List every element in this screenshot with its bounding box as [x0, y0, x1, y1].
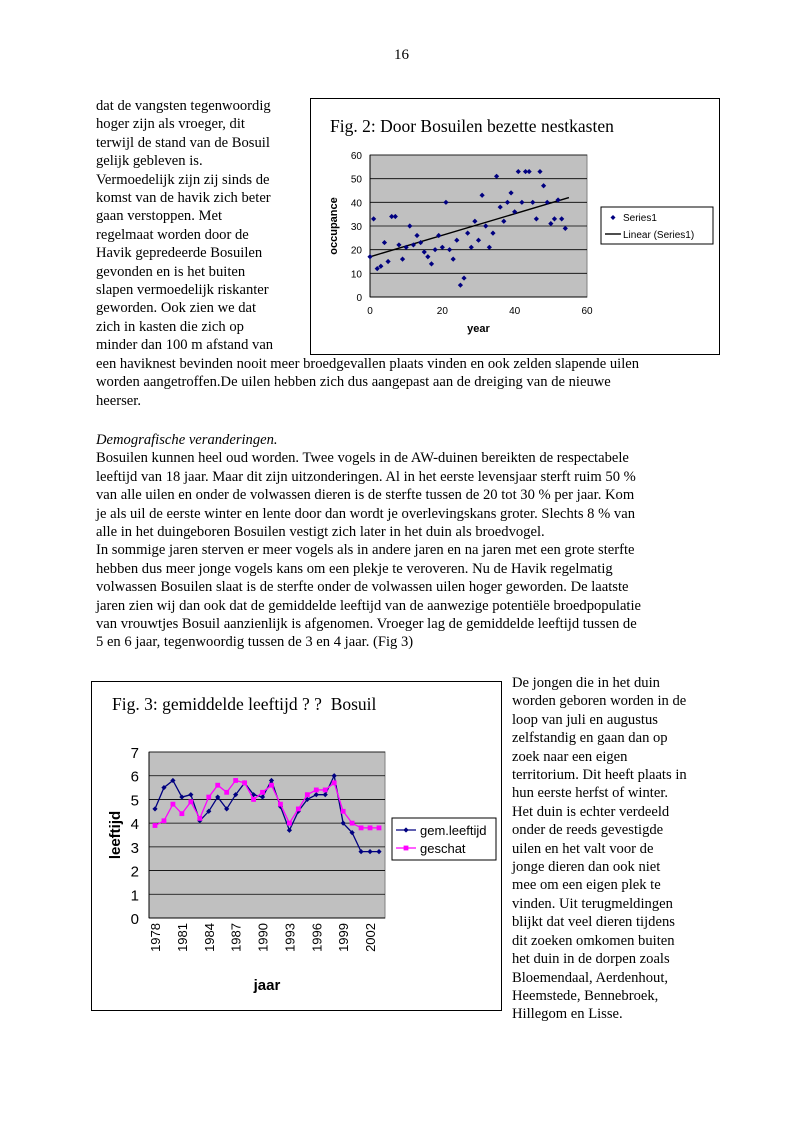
data-point [314, 788, 319, 793]
legend-label: geschat [420, 841, 466, 856]
y-tick-label: 0 [356, 293, 362, 304]
data-point [359, 825, 364, 830]
x-tick-label: 40 [509, 306, 521, 317]
figure-2 [310, 98, 720, 355]
y-tick-label: 20 [350, 245, 362, 257]
data-point [350, 821, 355, 826]
data-point [171, 802, 176, 807]
right-column-line: zoek naar een eigen [512, 748, 628, 765]
x-tick-label: 60 [581, 306, 593, 317]
intro-text-line: Havik gepredeerde Bosuilen [96, 245, 263, 262]
data-point [215, 783, 220, 788]
x-tick-label: 0 [367, 306, 373, 317]
y-tick-label: 7 [130, 745, 139, 762]
data-point [368, 825, 373, 830]
right-column-line: Bloemendaal, Aerdenhout, [512, 969, 669, 986]
right-column-line: jonge dieren dan ook niet [512, 859, 661, 876]
x-axis-label: year [467, 323, 490, 335]
x-axis-label: jaar [253, 977, 281, 994]
right-column-line: territorium. Dit heeft plaats in [512, 767, 687, 784]
y-tick-label: 50 [350, 174, 362, 186]
data-point [179, 811, 184, 816]
intro-text-line: dat de vangsten tegenwoordig [96, 98, 271, 114]
x-tick-label: 1987 [228, 923, 244, 952]
section-text-line: leeftijd van 18 jaar. Maar dit zijn uitzonderingen. Al in het eerste levensjaar sterft ruim 50 % [96, 468, 636, 485]
intro-text-line: zich in kasten die zich op [96, 318, 244, 335]
section-heading: Demografische veranderingen. [96, 432, 278, 448]
intro-text-line: hoger zijn als vroeger, dit [96, 116, 245, 133]
right-column-line: De jongen die in het duin [512, 675, 660, 691]
right-column-line: zelfstandig en gaan dan op [512, 730, 668, 747]
y-tick-label: 1 [130, 887, 139, 905]
data-point [242, 780, 247, 785]
x-tick-label: 1981 [174, 923, 190, 952]
intro-text-line: komst van de havik zich beter [96, 190, 271, 207]
figure-2-title: Fig. 2: Door Bosuilen bezette nestkasten [330, 116, 614, 136]
right-column-text [512, 674, 687, 1024]
section-text-line: jaren zien wij dan ook dat de gemiddelde leeftijd van de aanwezige potentiële broedpopulatie [96, 597, 642, 614]
y-tick-label: 60 [350, 151, 362, 162]
x-tick-label: 1990 [255, 923, 271, 952]
section [96, 431, 641, 652]
x-tick-label: 1984 [201, 923, 217, 952]
intro-text-line: worden aangetroffen.De uilen hebben zich dus aangepast aan de dreiging van de nieuwe [96, 374, 611, 391]
data-point [278, 802, 283, 807]
y-tick-label: 4 [130, 816, 139, 834]
data-point [188, 799, 193, 804]
section-text-line: hebben dus meer jonge vogels kans om een plekje te veroveren. Nu de Havik regelmatig [96, 560, 613, 577]
x-tick-label: 1999 [336, 923, 352, 952]
intro-text-line: regelmaat worden door de [96, 226, 249, 243]
data-point [377, 825, 382, 830]
data-point [323, 788, 328, 793]
figure-3 [91, 681, 502, 1011]
section-text-line: van vrouwtjes Bosuil aanzienlijk is afgenomen. Vroeger lag de gemiddelde leeftijd tussen de [96, 616, 637, 633]
intro-text-line: Vermoedelijk zijn zij sinds de [96, 171, 270, 188]
right-column-line: blijkt dat veel dieren tijdens [512, 914, 675, 931]
page-number: 16 [394, 47, 409, 63]
right-column-line: loop van juli en augustus [512, 711, 658, 728]
right-column-line: uilen en het valt voor de [512, 840, 654, 857]
y-tick-label: 30 [350, 222, 362, 233]
y-tick-label: 10 [350, 269, 362, 281]
plot-area [149, 752, 385, 918]
x-tick-label: 1978 [148, 923, 163, 952]
section-body [96, 449, 641, 651]
legend-label: Series1 [623, 213, 657, 224]
right-column-line: hun eerste herfst of winter. [512, 785, 669, 802]
intro-text-line: minder dan 100 m afstand van [96, 337, 274, 354]
data-point [341, 809, 346, 814]
right-column-line: Heemstede, Bennebroek, [512, 987, 659, 1004]
data-point [287, 821, 292, 826]
data-point [197, 816, 202, 821]
intro-continuation [96, 355, 639, 410]
x-tick-label: 2002 [363, 923, 379, 952]
data-point [305, 792, 310, 797]
data-point [332, 780, 337, 785]
y-tick-label: 6 [130, 768, 139, 786]
data-point [233, 778, 238, 783]
y-tick-label: 5 [130, 792, 139, 810]
right-column-line: Het duin is echter verdeeld [512, 803, 670, 820]
figure-3-chart [92, 682, 501, 1010]
data-point [206, 795, 211, 800]
section-text-line: volwassen Bosuilen slaat is de sterfte onder de volwassen uilen hoger geworden. De laatste [96, 579, 629, 596]
right-column-line: worden geboren worden in de [512, 693, 687, 710]
section-text-line: Bosuilen kunnen heel oud worden. Twee vogels in de AW-duinen bereikten de respectabele [96, 450, 629, 467]
section-text-line: van alle uilen en onder de volwassen dieren is de sterfte tussen de 20 tot 30 % per jaar. Kom [96, 487, 635, 504]
legend-label: Linear (Series1) [623, 230, 695, 241]
intro-text-line: slapen vermoedelijk riskanter [96, 282, 269, 299]
data-point [260, 790, 265, 795]
section-text-line: alle in het duingeboren Bosuilen vestigt zich later in het duin als broedvogel. [96, 524, 545, 541]
right-column-line: Hillegom en Lisse. [512, 1006, 623, 1023]
intro-text-line: gaan verstoppen. Met [96, 208, 223, 225]
intro-text-line: heerser. [96, 392, 141, 409]
data-point [224, 790, 229, 795]
intro-text-line: geworden. Ook zien we dat [96, 300, 257, 317]
y-axis-label: occupance [328, 197, 340, 255]
right-column-line: mee om een eigen plek te [512, 877, 661, 894]
legend-marker [404, 846, 409, 851]
section-text-line: je als uil de eerste winter en lente door dan wordt je overlevingskans groter. Slechts 8 % van [96, 505, 635, 522]
intro-left-column [96, 97, 273, 355]
y-tick-label: 2 [130, 863, 139, 881]
intro-text-line: terwijl de stand van de Bosuil [96, 134, 270, 151]
right-column-line: vinden. Uit terugmeldingen [512, 895, 673, 912]
data-point [162, 818, 167, 823]
data-point [296, 807, 301, 812]
data-point [153, 823, 158, 828]
y-axis-label: leeftijd [107, 810, 124, 860]
section-text-line: In sommige jaren sterven er meer vogels als in andere jaren en na jaren met een grote sterfte [96, 542, 635, 559]
legend-label: gem.leeftijd [420, 823, 487, 838]
intro-text-line: een haviknest bevinden nooit meer broedgevallen plaats vinden en ook zelden slapende uilen [96, 356, 640, 372]
x-tick-label: 1996 [309, 923, 325, 952]
y-tick-label: 3 [130, 839, 139, 857]
intro-text-line: gevonden en is het buiten [96, 263, 246, 280]
right-column-line: het duin in de dorpen zoals [512, 951, 670, 968]
figure-2-chart [311, 99, 719, 354]
data-point [269, 783, 274, 788]
right-column-line: onder de reeds gevestigde [512, 822, 664, 839]
x-tick-label: 1993 [282, 923, 298, 952]
intro-text-line: gelijk gebleven is. [96, 153, 203, 170]
y-tick-label: 0 [130, 911, 139, 928]
data-point [251, 797, 256, 802]
x-tick-label: 20 [436, 306, 448, 317]
section-text-line: 5 en 6 jaar, tegenwoordig tussen de 3 en 4 jaar. (Fig 3) [96, 634, 414, 651]
figure-3-title: Fig. 3: gemiddelde leeftijd ? ? Bosuil [112, 694, 377, 714]
right-column-line: dit zoeken omkomen buiten [512, 932, 675, 949]
y-tick-label: 40 [350, 198, 362, 210]
